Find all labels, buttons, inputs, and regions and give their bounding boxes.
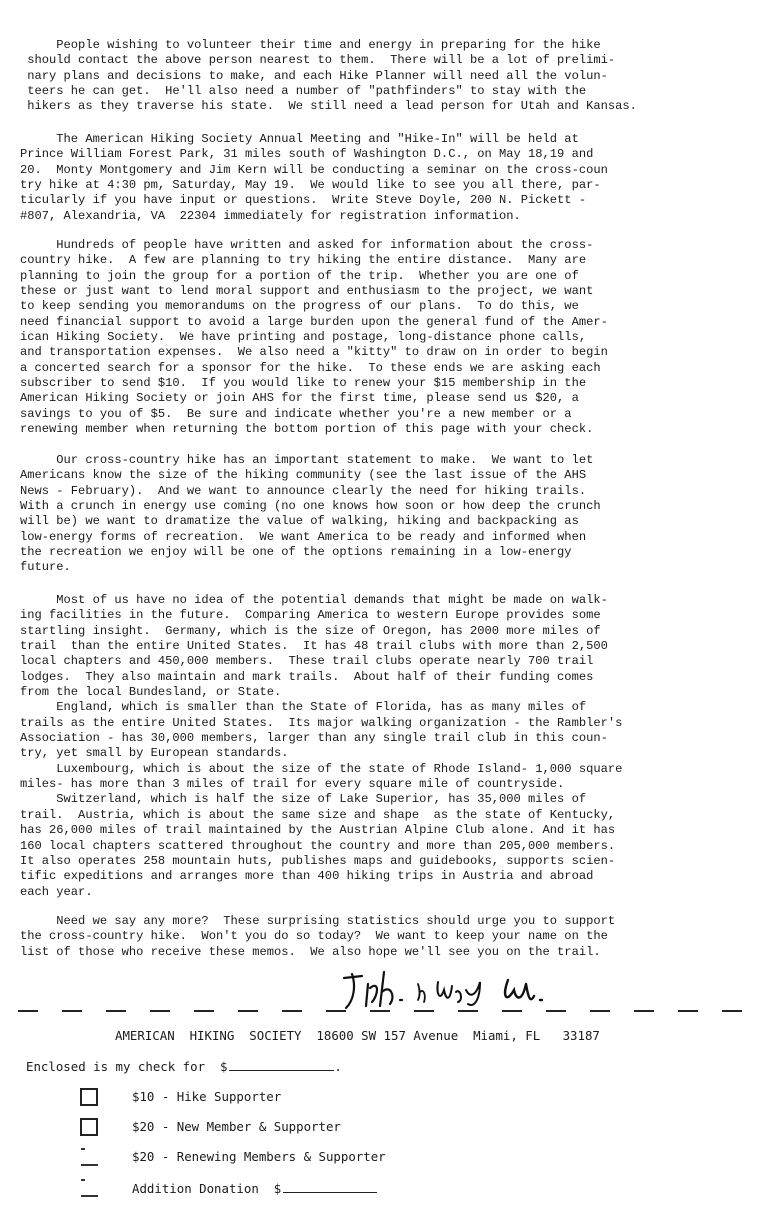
society-address: AMERICAN HIKING SOCIETY 18600 SW 157 Avenue Miami, FL 33187 — [115, 1028, 600, 1043]
option-renewing-member[interactable] — [80, 1148, 386, 1168]
donation-label: Addition Donation $ — [132, 1181, 282, 1196]
check-amount-line — [26, 1058, 342, 1074]
paragraph-volunteers: People wishing to volunteer their time and energy in preparing for the hike should contact the above person nearest to them. There will be a lot of prelimi- nary plans and decisions to make, and each Hike Planner will need all the volun- teers he can get. He'll also need a number of "pathfinders" to stay with the hikers as they traverse his state. We still need a lead person for Utah and Kansas. — [27, 38, 637, 114]
paragraph-annual-meeting: The American Hiking Society Annual Meeting and "Hike-In" will be held at Prince William Forest Park, 31 miles south of Washington D.C., on May 18,19 and 20. Monty Montgomery and Jim Kern will be conducting a seminar on the cross-coun try hike at 4:30 pm, Saturday, May 19. We would like to see you all there, par- ticularly if you have input or questions. Write Steve Doyle, 200 N. Pickett - #807, Alexandria, VA 22304 immediately for registration information. — [20, 132, 608, 223]
option-label: $20 - New Member & Supporter — [132, 1119, 341, 1134]
paragraph-closing: Need we say any more? These surprising statistics should urge you to support the cross-country hike. Won't you do so today? We want to keep your name on the list of those who receive these memos. We also hope we'll see you on the trail. — [20, 914, 616, 959]
option-new-member[interactable] — [80, 1118, 341, 1138]
paragraph-financial-support: Hundreds of people have written and asked for information about the cross- country hike. A few are planning to try hiking the entire distance. Many are planning to join the group for a portion of the trip. Whether you are one of these or just want to lend moral support and enthusiasm to the project, we want to keep sending you memorandums on the progress of our plans. To do this, we need financial support to avoid a large burden upon the general fund of the Amer- ican Hiking Society. We have printing and postage, long-distance phone calls, and transportation expenses. We also need a "kitty" to draw on in order to begin a concerted search for a sponsor for the hike. To these ends we are asking each subscriber to send $10. If you would like to renew your $15 membership in the American Hiking Society or join AHS for the first time, please send us $20, a savings to you of $5. Be sure and indicate whether you're a new member or a renewing member when returning the bottom portion of this page with your check. — [20, 238, 608, 437]
option-label-donation — [132, 1180, 377, 1196]
handwritten-signature — [340, 966, 580, 1014]
option-label: $10 - Hike Supporter — [132, 1089, 282, 1104]
checkbox-new-member[interactable] — [80, 1118, 98, 1136]
paragraph-europe-comparison: Most of us have no idea of the potential demands that might be made on walk- ing facilities in the future. Comparing America to western Europe provides some startling insight. Germany, which is the size of Oregon, has 2000 more miles of trail than the entire United States. It has 48 trail clubs with more than 2,500 local chapters and 450,000 members. These trail clubs operate nearly 700 trail lodges. They also maintain and mark trails. About half of their funding comes from the local Bundesland, or State. England, which is smaller than the State of Florida, has as many miles of trails as the entire United States. Its major walking organization - the Rambler's Association - has 30,000 members, larger than any single trail club in this coun- try, yet small by European standards. Luxembourg, which is about the size of the state of Rhode Island- 1,000 square miles- has more than 3 miles of trail for every square mile of countryside. Switzerland, which is half the size of Lake Superior, has 35,000 miles of trail. Austria, which is about the same size and shape as the state of Kentucky, has 26,000 miles of trail maintained by the Austrian Alpine Club alone. And it has 160 local chapters scattered throughout the country and more than 205,000 members. It also operates 258 mountain huts, publishes maps and guidebooks, supports scien- tific expeditions and arranges more than 400 hiking trips in Austria and abroad each year. — [20, 593, 623, 899]
paragraph-statement: Our cross-country hike has an important statement to make. We want to let Americans know the size of the hiking community (see the last issue of the AHS News - February). And we want to announce clearly the need for hiking trails. With a crunch in energy use coming (no one knows how soon or how deep the crunch will be) we want to dramatize the value of walking, hiking and backpacking as low-energy forms of recreation. We want America to be ready and informed when the recreation we enjoy will be one of the options remaining in a low-energy future. — [20, 453, 601, 575]
checkbox-hike-supporter[interactable] — [80, 1088, 98, 1106]
check-amount-period: . — [334, 1059, 342, 1074]
checkbox-additional-donation[interactable] — [80, 1179, 98, 1197]
option-additional-donation[interactable] — [80, 1179, 282, 1199]
check-amount-field[interactable] — [229, 1058, 334, 1071]
option-label: $20 - Renewing Members & Supporter — [132, 1149, 386, 1164]
cut-line — [18, 1010, 753, 1012]
check-amount-label: Enclosed is my check for $ — [26, 1059, 228, 1074]
checkbox-renewing-member[interactable] — [80, 1148, 98, 1166]
donation-amount-field[interactable] — [283, 1180, 377, 1193]
option-hike-supporter[interactable] — [80, 1088, 282, 1108]
